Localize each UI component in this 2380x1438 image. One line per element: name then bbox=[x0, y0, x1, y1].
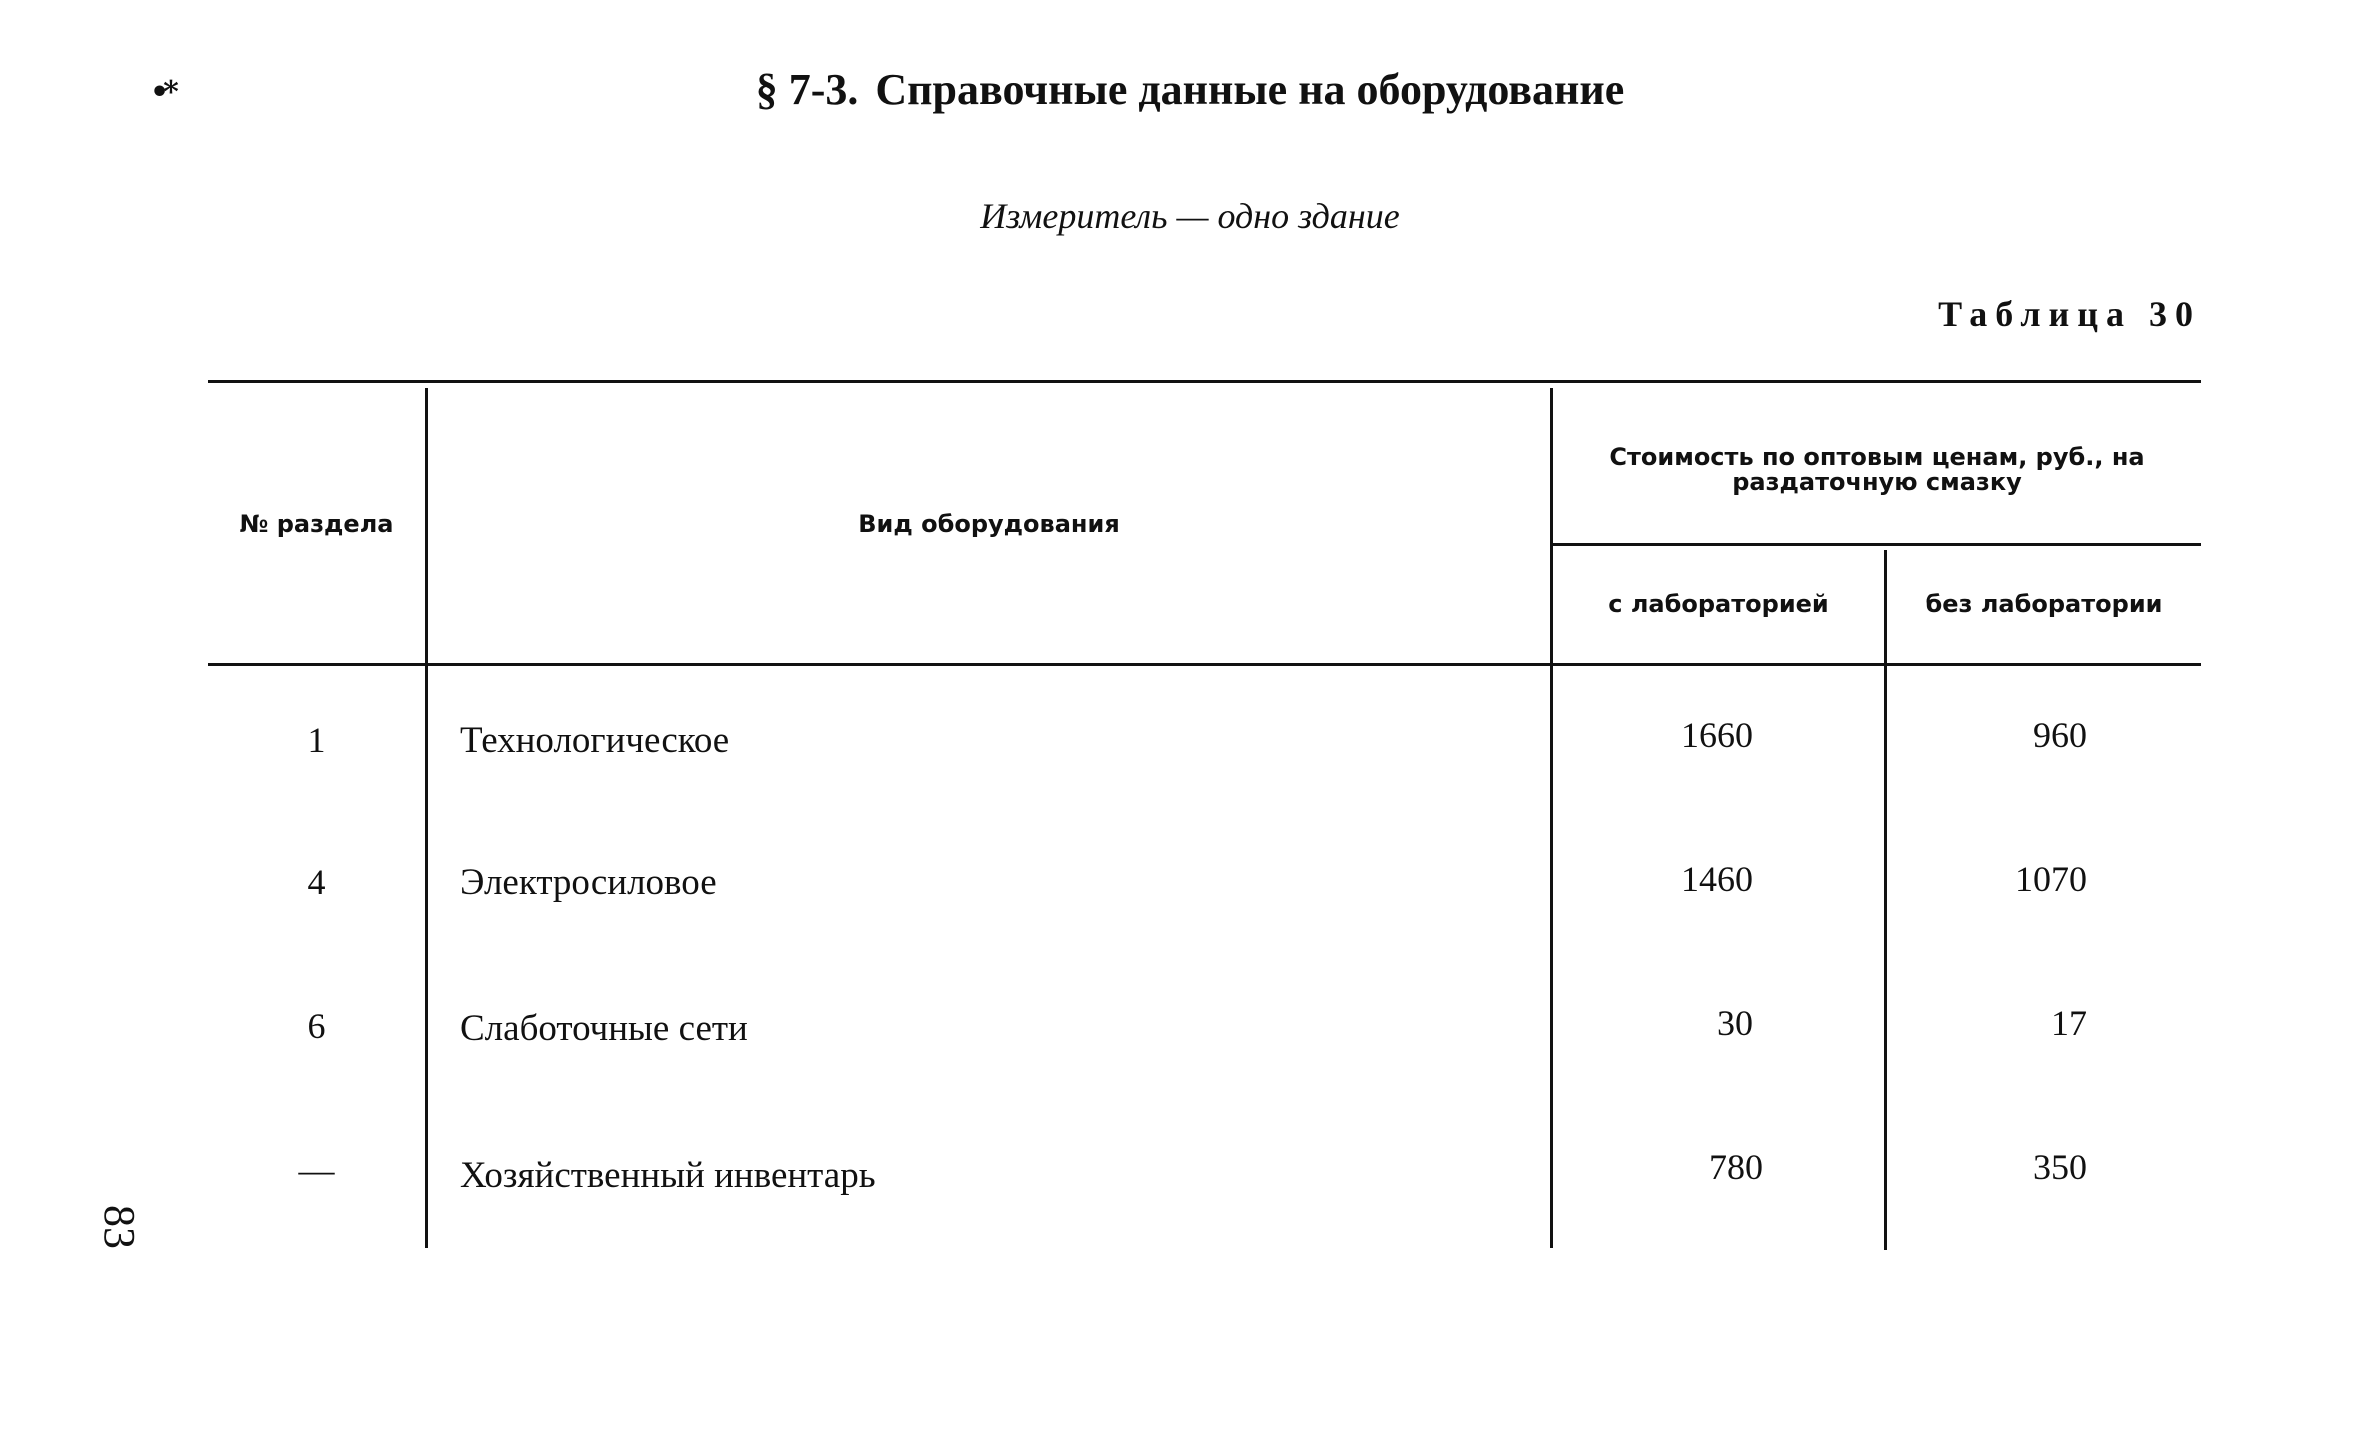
row-2-with-lab: 1460 bbox=[1681, 859, 1753, 899]
row-2-section: 4 bbox=[307, 862, 326, 902]
row-2-name: Электросиловое bbox=[460, 861, 717, 903]
row-3-name: Слаботочные сети bbox=[460, 1007, 748, 1049]
header-cost-group: Стоимость по оптовым ценам, руб., на раздаточную смазку bbox=[1609, 442, 2145, 496]
row-3-with-lab: 30 bbox=[1717, 1003, 1753, 1043]
header-without-lab: без лаборатории bbox=[1925, 590, 2163, 619]
row-4-with-lab: 780 bbox=[1709, 1147, 1763, 1187]
table-top-rule bbox=[208, 380, 2201, 383]
header-section-no: № раздела bbox=[239, 510, 394, 539]
row-3-section: 6 bbox=[307, 1006, 326, 1046]
section-title bbox=[0, 66, 2380, 114]
row-4-without-lab: 350 bbox=[2033, 1147, 2087, 1187]
row-3-without-lab: 17 bbox=[2051, 1003, 2087, 1043]
row-4-name: Хозяйственный инвентарь bbox=[460, 1154, 876, 1196]
table-label: Таблица 30 bbox=[1938, 294, 2201, 334]
row-2-without-lab: 1070 bbox=[2015, 859, 2087, 899]
section-number: § 7-3. bbox=[755, 65, 859, 114]
header-with-lab: с лабораторией bbox=[1608, 590, 1829, 619]
row-1-name: Технологическое bbox=[460, 719, 730, 761]
corner-mark: •* bbox=[150, 75, 173, 110]
equipment-cost-table bbox=[208, 380, 2201, 1260]
row-1-without-lab: 960 bbox=[2033, 715, 2087, 755]
measure-note: Измеритель — одно здание bbox=[980, 196, 1400, 236]
row-1-section: 1 bbox=[307, 720, 326, 760]
row-4-section: — bbox=[298, 1150, 335, 1190]
header-bottom-rule bbox=[208, 663, 2201, 666]
header-equipment-type: Вид оборудования bbox=[858, 510, 1120, 539]
row-1-with-lab: 1660 bbox=[1681, 715, 1753, 755]
section-title-text: Справочные данные на оборудование bbox=[875, 65, 1625, 114]
header-group-rule bbox=[1553, 543, 2201, 546]
page-number: 83 bbox=[95, 1205, 144, 1249]
